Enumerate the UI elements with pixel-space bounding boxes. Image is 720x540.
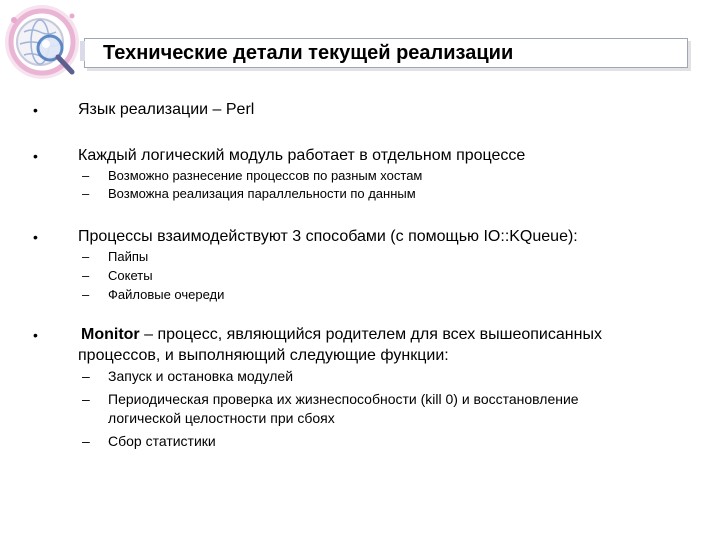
dash-marker: – [82,433,90,449]
dash-marker: – [82,268,90,283]
bullet-marker: • [33,102,38,118]
dash-marker: – [82,391,90,407]
bullet-text-line2: процессов, и выполняющий следующие функции: [78,347,449,364]
slide-title: Технические детали текущей реализации [103,42,514,64]
sub-item-text: Возможно разнесение процессов по разным хостам [108,168,423,183]
bullet-text: Язык реализации – Perl [78,101,255,118]
sub-item-text: Файловые очереди [108,287,225,302]
bullet-text: Процессы взаимодействуют 3 способами (с помощью IO::KQueue): [78,228,578,245]
sub-item-text: Сокеты [108,268,153,283]
monitor-description: – процесс, являющийся родителем для всех вышеописанных [139,326,602,343]
bullet-text-line1 [81,325,691,345]
dash-marker: – [82,168,90,183]
sub-item-text: Пайпы [108,249,149,264]
bullet-marker: • [33,229,38,245]
dash-marker: – [82,287,90,302]
dash-marker: – [82,368,90,384]
sub-item-text: Запуск и остановка модулей [108,368,294,384]
bullet-marker: • [33,327,38,343]
sub-item-text: Возможна реализация параллельности по данным [108,186,416,201]
sub-item-text: Периодическая проверка их жизнеспособности (kill 0) и восстановление [108,391,579,407]
bullet-marker: • [33,148,38,164]
monitor-term: Monitor [81,326,140,343]
dash-marker: – [82,186,90,201]
bullet-text: Каждый логический модуль работает в отдельном процессе [78,147,526,164]
dash-marker: – [82,249,90,264]
sub-item-text: логической целостности при сбоях [108,410,335,426]
sub-item-text: Сбор статистики [108,433,216,449]
